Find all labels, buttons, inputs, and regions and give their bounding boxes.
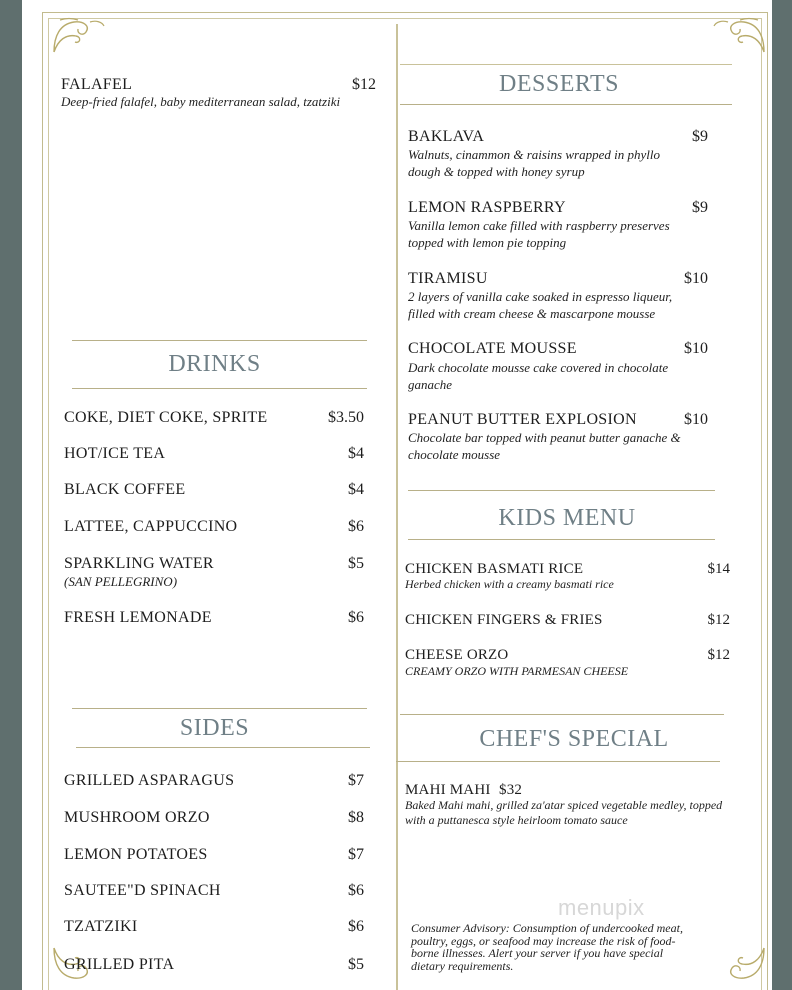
drink-name: COKE, DIET COKE, SPRITE [64, 409, 268, 426]
kids-rule-bottom [408, 539, 715, 540]
consumer-advisory [411, 922, 711, 972]
advisory-line: Consumer Advisory: Consumption of undercooked meat, [411, 921, 683, 935]
kids-item-description: Herbed chicken with a creamy basmati rice [405, 577, 614, 591]
desserts-rule-bottom [400, 104, 732, 105]
side-name: SAUTEE"D SPINACH [64, 882, 221, 899]
kids-rule-top [408, 490, 715, 491]
menu-border-inner [48, 18, 762, 990]
dessert-name: PEANUT BUTTER EXPLOSION [408, 411, 637, 428]
special-name: MAHI MAHI [405, 782, 491, 798]
side-name: MUSHROOM ORZO [64, 809, 210, 826]
dessert-price: $10 [684, 411, 708, 428]
drink-price: $5 [348, 555, 364, 572]
advisory-line: dietary requirements. [411, 958, 514, 973]
sides-heading: SIDES [179, 715, 250, 741]
advisory-line: borne illnesses. Alert your server if you have special [411, 946, 664, 960]
side-price: $8 [348, 809, 364, 826]
dessert-description: Walnuts, cinammon & raisins wrapped in phyllo [408, 147, 660, 162]
kids-item-description: CREAMY ORZO WITH PARMESAN CHEESE [405, 664, 629, 678]
dessert-name: LEMON RASPBERRY [408, 199, 566, 216]
kids-item-price: $14 [707, 561, 730, 577]
dessert-description: ganache [408, 377, 453, 392]
kids-item-name: CHICKEN FINGERS & FRIES [405, 612, 603, 628]
chefs-special-heading: CHEF'S SPECIAL [479, 726, 669, 752]
falafel-price: $12 [352, 76, 376, 93]
drink-price: $4 [348, 445, 364, 462]
kids-item-price: $12 [707, 647, 730, 663]
falafel-name: FALAFEL [61, 76, 133, 93]
drink-name: HOT/ICE TEA [64, 445, 166, 462]
dessert-description: Chocolate bar topped with peanut butter ganache & [408, 430, 681, 445]
desserts-heading: DESSERTS [499, 71, 619, 97]
column-divider [396, 24, 398, 990]
drinks-rule-top [72, 340, 367, 341]
kids-menu-heading: KIDS MENU [498, 505, 636, 531]
kids-item-price: $12 [707, 612, 730, 628]
dessert-name: CHOCOLATE MOUSSE [408, 340, 577, 357]
dessert-description: Vanilla lemon cake filled with raspberry preserves [408, 218, 670, 233]
drink-name: SPARKLING WATER [64, 555, 214, 572]
special-description: with a puttanesca style heirloom tomato sauce [405, 813, 628, 827]
dessert-price: $10 [684, 270, 708, 287]
side-price: $6 [348, 918, 364, 935]
drink-name: BLACK COFFEE [64, 481, 186, 498]
side-name: LEMON POTATOES [64, 846, 208, 863]
drinks-heading: DRINKS [168, 351, 261, 377]
special-rule-bottom [396, 761, 720, 762]
corner-ornament-top-right-icon [712, 16, 768, 56]
special-price: $32 [499, 782, 523, 798]
drink-price: $6 [348, 518, 364, 535]
special-description: Baked Mahi mahi, grilled za'atar spiced vegetable medley, topped [405, 798, 723, 812]
drinks-rule-bottom [72, 388, 367, 389]
dessert-description: Dark chocolate mousse cake covered in chocolate [408, 360, 669, 375]
drink-name: LATTEE, CAPPUCCINO [64, 518, 238, 535]
desserts-rule-top [400, 64, 732, 65]
side-name: TZATZIKI [64, 918, 138, 935]
dessert-name: BAKLAVA [408, 128, 485, 145]
drink-name: FRESH LEMONADE [64, 609, 212, 626]
side-name: GRILLED PITA [64, 956, 175, 973]
dessert-description: dough & topped with honey syrup [408, 164, 585, 179]
sides-rule-bottom [76, 747, 370, 748]
side-name: GRILLED ASPARAGUS [64, 772, 235, 789]
dessert-description: filled with cream cheese & mascarpone mousse [408, 306, 656, 321]
drink-note: (SAN PELLEGRINO) [64, 574, 178, 589]
falafel-description: Deep-fried falafel, baby mediterranean salad, tzatziki [61, 94, 341, 109]
side-price: $7 [348, 846, 364, 863]
corner-ornament-top-left-icon [50, 16, 106, 56]
advisory-line: poultry, eggs, or seafood may increase the risk of food- [411, 933, 676, 948]
side-price: $5 [348, 956, 364, 973]
side-price: $7 [348, 772, 364, 789]
side-price: $6 [348, 882, 364, 899]
special-rule-top [400, 714, 724, 715]
dessert-price: $9 [692, 128, 708, 145]
drink-price: $6 [348, 609, 364, 626]
watermark: menupix [558, 895, 645, 920]
dessert-description: topped with lemon pie topping [408, 235, 567, 250]
dessert-name: TIRAMISU [408, 270, 488, 287]
kids-item-name: CHEESE ORZO [405, 647, 509, 663]
drink-price: $4 [348, 481, 364, 498]
dessert-description: chocolate mousse [408, 447, 501, 462]
sides-rule-top [72, 708, 367, 709]
corner-ornament-bottom-right-icon [712, 944, 768, 984]
dessert-price: $10 [684, 340, 708, 357]
dessert-description: 2 layers of vanilla cake soaked in espresso liqueur, [408, 289, 673, 304]
drink-price: $3.50 [328, 409, 364, 426]
kids-item-name: CHICKEN BASMATI RICE [405, 561, 584, 577]
dessert-price: $9 [692, 199, 708, 216]
